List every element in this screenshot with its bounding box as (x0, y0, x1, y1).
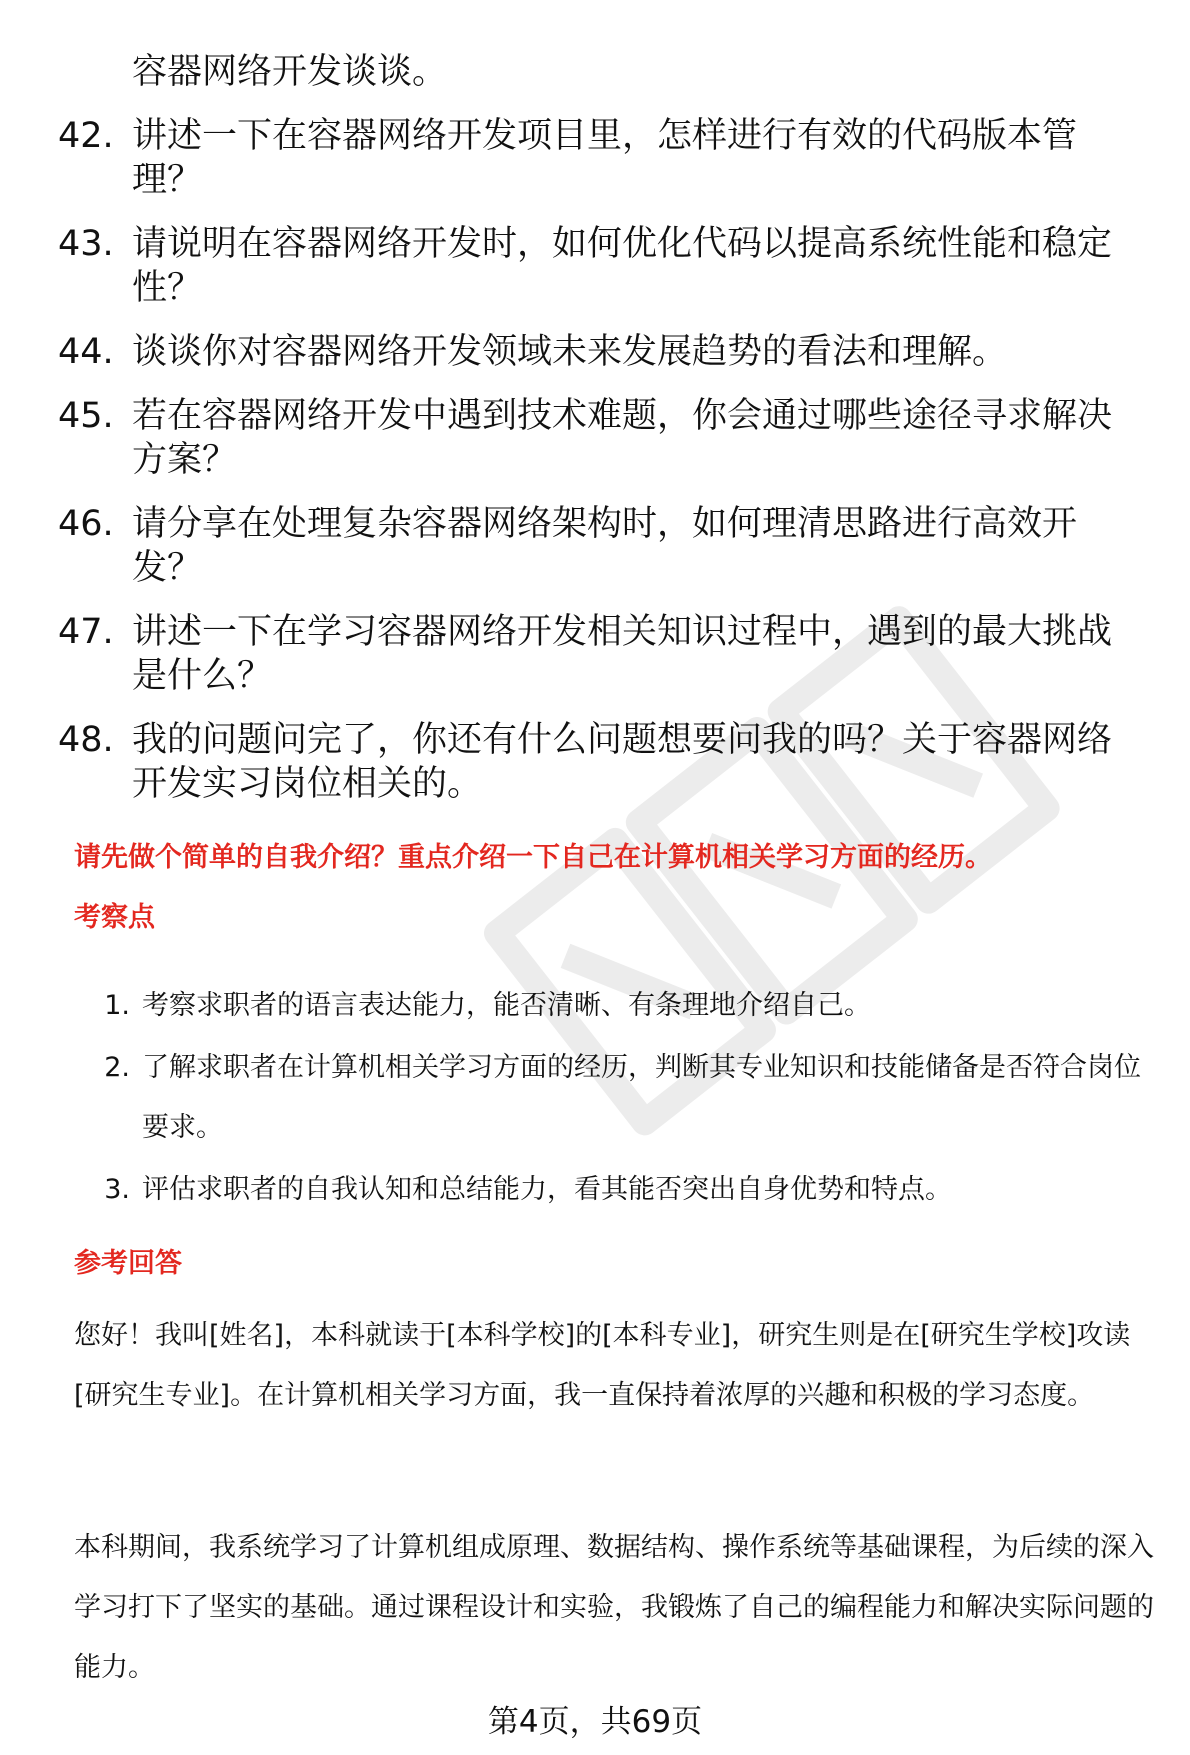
point-text: 评估求职者的自我认知和总结能力，看其能否突出自身优势和特点。 (142, 1174, 952, 1205)
list-item (58, 222, 1148, 310)
list-item (58, 330, 1148, 374)
question-number: 47. (58, 612, 114, 652)
page-number: 第4页，共69页 (487, 1704, 703, 1740)
question-number: 45. (58, 396, 114, 436)
point-text: 了解求职者在计算机相关学习方面的经历，判断其专业知识和技能储备是否符合岗位要求。 (142, 1052, 1141, 1143)
featured-question: 请先做个简单的自我介绍？重点介绍一下自己在计算机相关学习方面的经历。 (74, 842, 992, 873)
assessment-points (74, 976, 1164, 1222)
answer-paragraph: 本科期间，我系统学习了计算机组成原理、数据结构、操作系统等基础课程，为后续的深入学习打下了坚实的基础。通过课程设计和实验，我锻炼了自己的编程能力和解决实际问题的能力。 (74, 1532, 1154, 1683)
list-item (74, 976, 1164, 1036)
list-item (74, 1160, 1164, 1220)
point-number: 2. (104, 1052, 130, 1083)
list-item (58, 502, 1148, 590)
question-text: 我的问题问完了，你还有什么问题想要问我的吗？关于容器网络开发实习岗位相关的。 (132, 720, 1113, 804)
list-item (74, 1038, 1164, 1158)
question-text: 请分享在处理复杂容器网络架构时，如何理清思路进行高效开发？ (132, 504, 1078, 588)
reference-title: 参考回答 (74, 1248, 182, 1279)
list-item (58, 610, 1148, 698)
question-text: 讲述一下在学习容器网络开发相关知识过程中，遇到的最大挑战是什么？ (132, 612, 1113, 696)
question-41-continuation: 容器网络开发谈谈。 (132, 52, 448, 92)
assessment-title: 考察点 (74, 902, 155, 933)
question-number: 48. (58, 720, 114, 760)
question-number: 43. (58, 224, 114, 264)
question-number: 46. (58, 504, 114, 544)
question-text: 请说明在容器网络开发时，如何优化代码以提高系统性能和稳定性？ (132, 224, 1113, 308)
list-item (58, 718, 1148, 806)
question-text: 讲述一下在容器网络开发项目里，怎样进行有效的代码版本管理？ (132, 116, 1078, 200)
question-text: 若在容器网络开发中遇到技术难题，你会通过哪些途径寻求解决方案？ (132, 396, 1113, 480)
question-number: 42. (58, 116, 114, 156)
list-item (58, 114, 1148, 202)
point-text: 考察求职者的语言表达能力，能否清晰、有条理地介绍自己。 (142, 990, 871, 1021)
answer-paragraph: 您好！我叫[姓名]，本科就读于[本科学校]的[本科专业]，研究生则是在[研究生学校]攻读[研究生专业]。在计算机相关学习方面，我一直保持着浓厚的兴趣和积极的学习态度。 (74, 1320, 1131, 1411)
point-number: 1. (104, 990, 130, 1021)
list-item (58, 394, 1148, 482)
point-number: 3. (104, 1174, 130, 1205)
question-number: 44. (58, 332, 114, 372)
question-list (58, 114, 1148, 826)
question-text: 谈谈你对容器网络开发领域未来发展趋势的看法和理解。 (132, 332, 1008, 372)
